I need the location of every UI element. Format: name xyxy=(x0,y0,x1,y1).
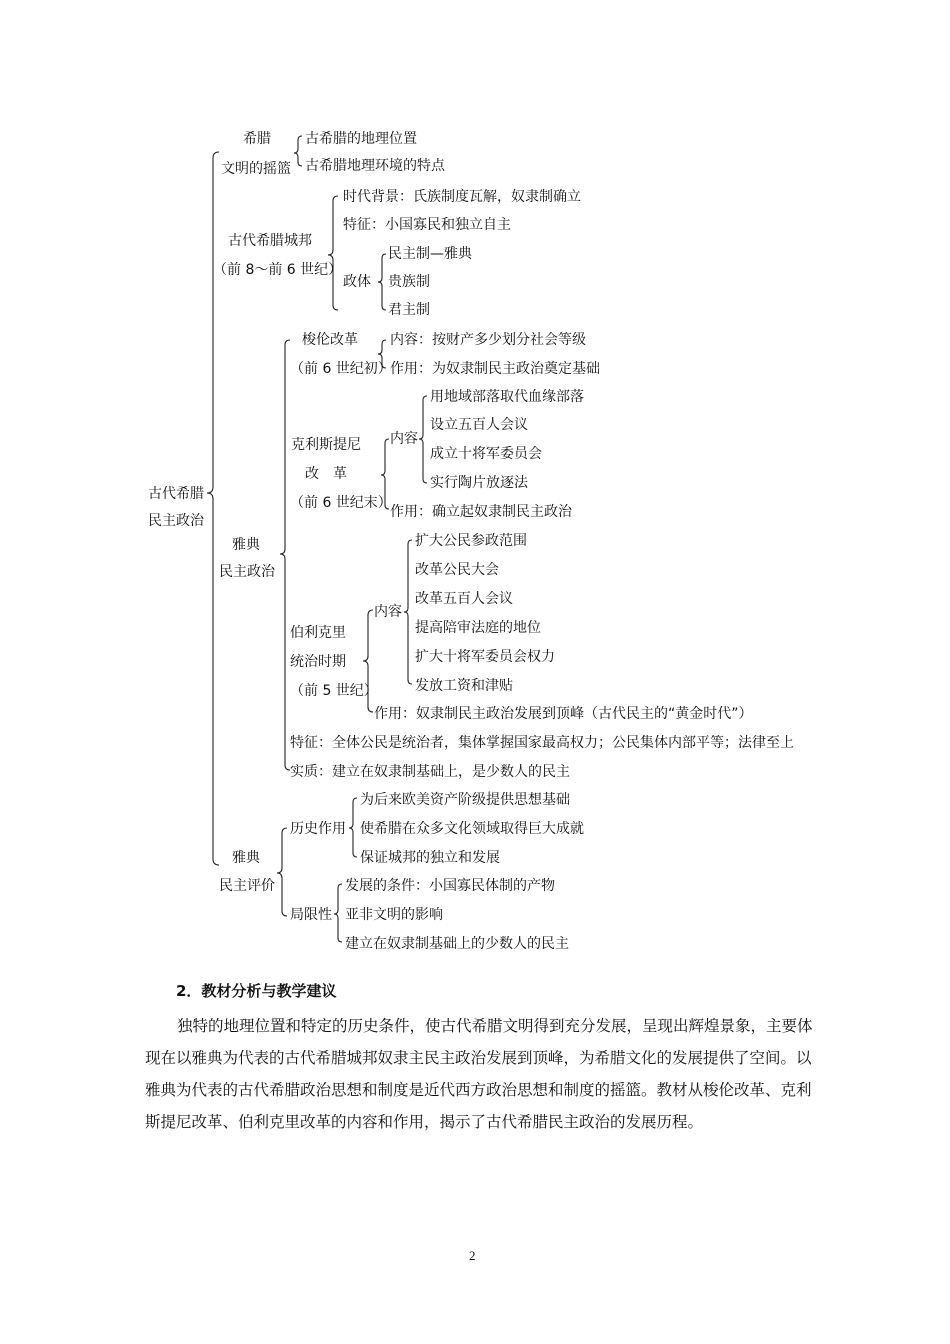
pericles-content-item: 发放工资和津贴 xyxy=(415,678,513,694)
solon-effect: 作用：为奴隶制民主政治奠定基础 xyxy=(390,361,600,377)
pericles-effect: 作用：奴隶制民主政治发展到顶峰（古代民主的“黄金时代”） xyxy=(374,706,753,722)
athens-essence: 实质：建立在奴隶制基础上，是少数人的民主 xyxy=(290,764,570,780)
cleisthenes-content-item: 设立五百人会议 xyxy=(430,417,528,433)
role-label: 历史作用 xyxy=(290,821,346,837)
role-item: 使希腊在众多文化领域取得巨大成就 xyxy=(360,821,584,837)
polity-item: 贵族制 xyxy=(388,274,430,290)
pericles-title-line1: 伯利克里 xyxy=(290,625,346,641)
pericles-content-item: 改革五百人会议 xyxy=(415,591,513,607)
role-item: 为后来欧美资产阶级提供思想基础 xyxy=(360,792,570,808)
city-state-title-line1: 古代希腊城邦 xyxy=(228,233,312,249)
polity-item: 君主制 xyxy=(388,302,430,318)
limit-item: 建立在奴隶制基础上的少数人的民主 xyxy=(345,936,569,952)
evaluation-title-line2: 民主评价 xyxy=(219,878,275,894)
polity-item: 民主制—雅典 xyxy=(388,246,472,262)
root-title-line2: 民主政治 xyxy=(148,513,204,529)
evaluation-title-line1: 雅典 xyxy=(232,850,260,866)
athens-feature: 特征：全体公民是统治者，集体掌握国家最高权力；公民集体内部平等；法律至上 xyxy=(290,735,794,751)
section-paragraph: 独特的地理位置和特定的历史条件，使古代希腊文明得到充分发展，呈现出辉煌景象，主要体现在以雅典为代表的古代希腊城邦奴隶主民主政治发展到顶峰，为希腊文化的发展提供了空间。以雅典为代表的古代希腊政治思想和制度是近代西方政治思想和制度的摇篮。教材从梭伦改革、克利斯提尼改革、伯利克里改革的内容和作用，揭示了古代希腊民主政治的发展历程。 xyxy=(145,1017,813,1131)
cleisthenes-title-line3: （前 6 世纪末） xyxy=(290,495,392,511)
cradle-title-line2: 文明的摇篮 xyxy=(221,161,291,177)
limit-label: 局限性 xyxy=(290,907,332,923)
athens-title-line1: 雅典 xyxy=(232,537,260,553)
page-number: 2 xyxy=(469,1248,476,1263)
pericles-title-line2: 统治时期 xyxy=(290,654,346,670)
cleisthenes-content-item: 成立十将军委员会 xyxy=(430,446,542,462)
limit-item: 发展的条件：小国寡民体制的产物 xyxy=(345,878,555,894)
pericles-title-line3: （前 5 世纪） xyxy=(290,683,378,699)
city-state-background: 时代背景：氏族制度瓦解，奴隶制确立 xyxy=(343,189,581,205)
cradle-item: 古希腊地理环境的特点 xyxy=(305,158,445,174)
pericles-content-item: 扩大十将军委员会权力 xyxy=(415,649,555,665)
city-state-feature: 特征：小国寡民和独立自主 xyxy=(343,217,511,233)
solon-content: 内容：按财产多少划分社会等级 xyxy=(390,332,586,348)
solon-title-line2: （前 6 世纪初） xyxy=(290,361,392,377)
cradle-item: 古希腊的地理位置 xyxy=(305,131,417,147)
cradle-title-line1: 希腊 xyxy=(243,131,271,147)
pericles-content-item: 提高陪审法庭的地位 xyxy=(415,620,541,636)
cleisthenes-title-line1: 克利斯提尼 xyxy=(291,437,361,453)
section-heading: 2．教材分析与教学建议 xyxy=(176,982,337,1000)
root-title-line1: 古代希腊 xyxy=(148,486,204,502)
cleisthenes-content-item: 实行陶片放逐法 xyxy=(430,475,528,491)
athens-title-line2: 民主政治 xyxy=(219,564,275,580)
role-item: 保证城邦的独立和发展 xyxy=(360,850,500,866)
solon-title-line1: 梭伦改革 xyxy=(302,332,358,348)
pericles-content-label: 内容 xyxy=(374,604,402,620)
polity-label: 政体 xyxy=(343,274,371,290)
limit-item: 亚非文明的影响 xyxy=(345,907,443,923)
city-state-title-line2: （前 8～前 6 世纪） xyxy=(213,262,343,278)
pericles-content-item: 改革公民大会 xyxy=(415,562,499,578)
cleisthenes-content-label: 内容 xyxy=(390,431,418,447)
cleisthenes-content-item: 用地域部落取代血缘部落 xyxy=(430,389,584,405)
pericles-content-item: 扩大公民参政范围 xyxy=(415,533,527,549)
cleisthenes-effect: 作用：确立起奴隶制民主政治 xyxy=(390,504,572,520)
cleisthenes-title-line2: 改 革 xyxy=(305,466,347,482)
